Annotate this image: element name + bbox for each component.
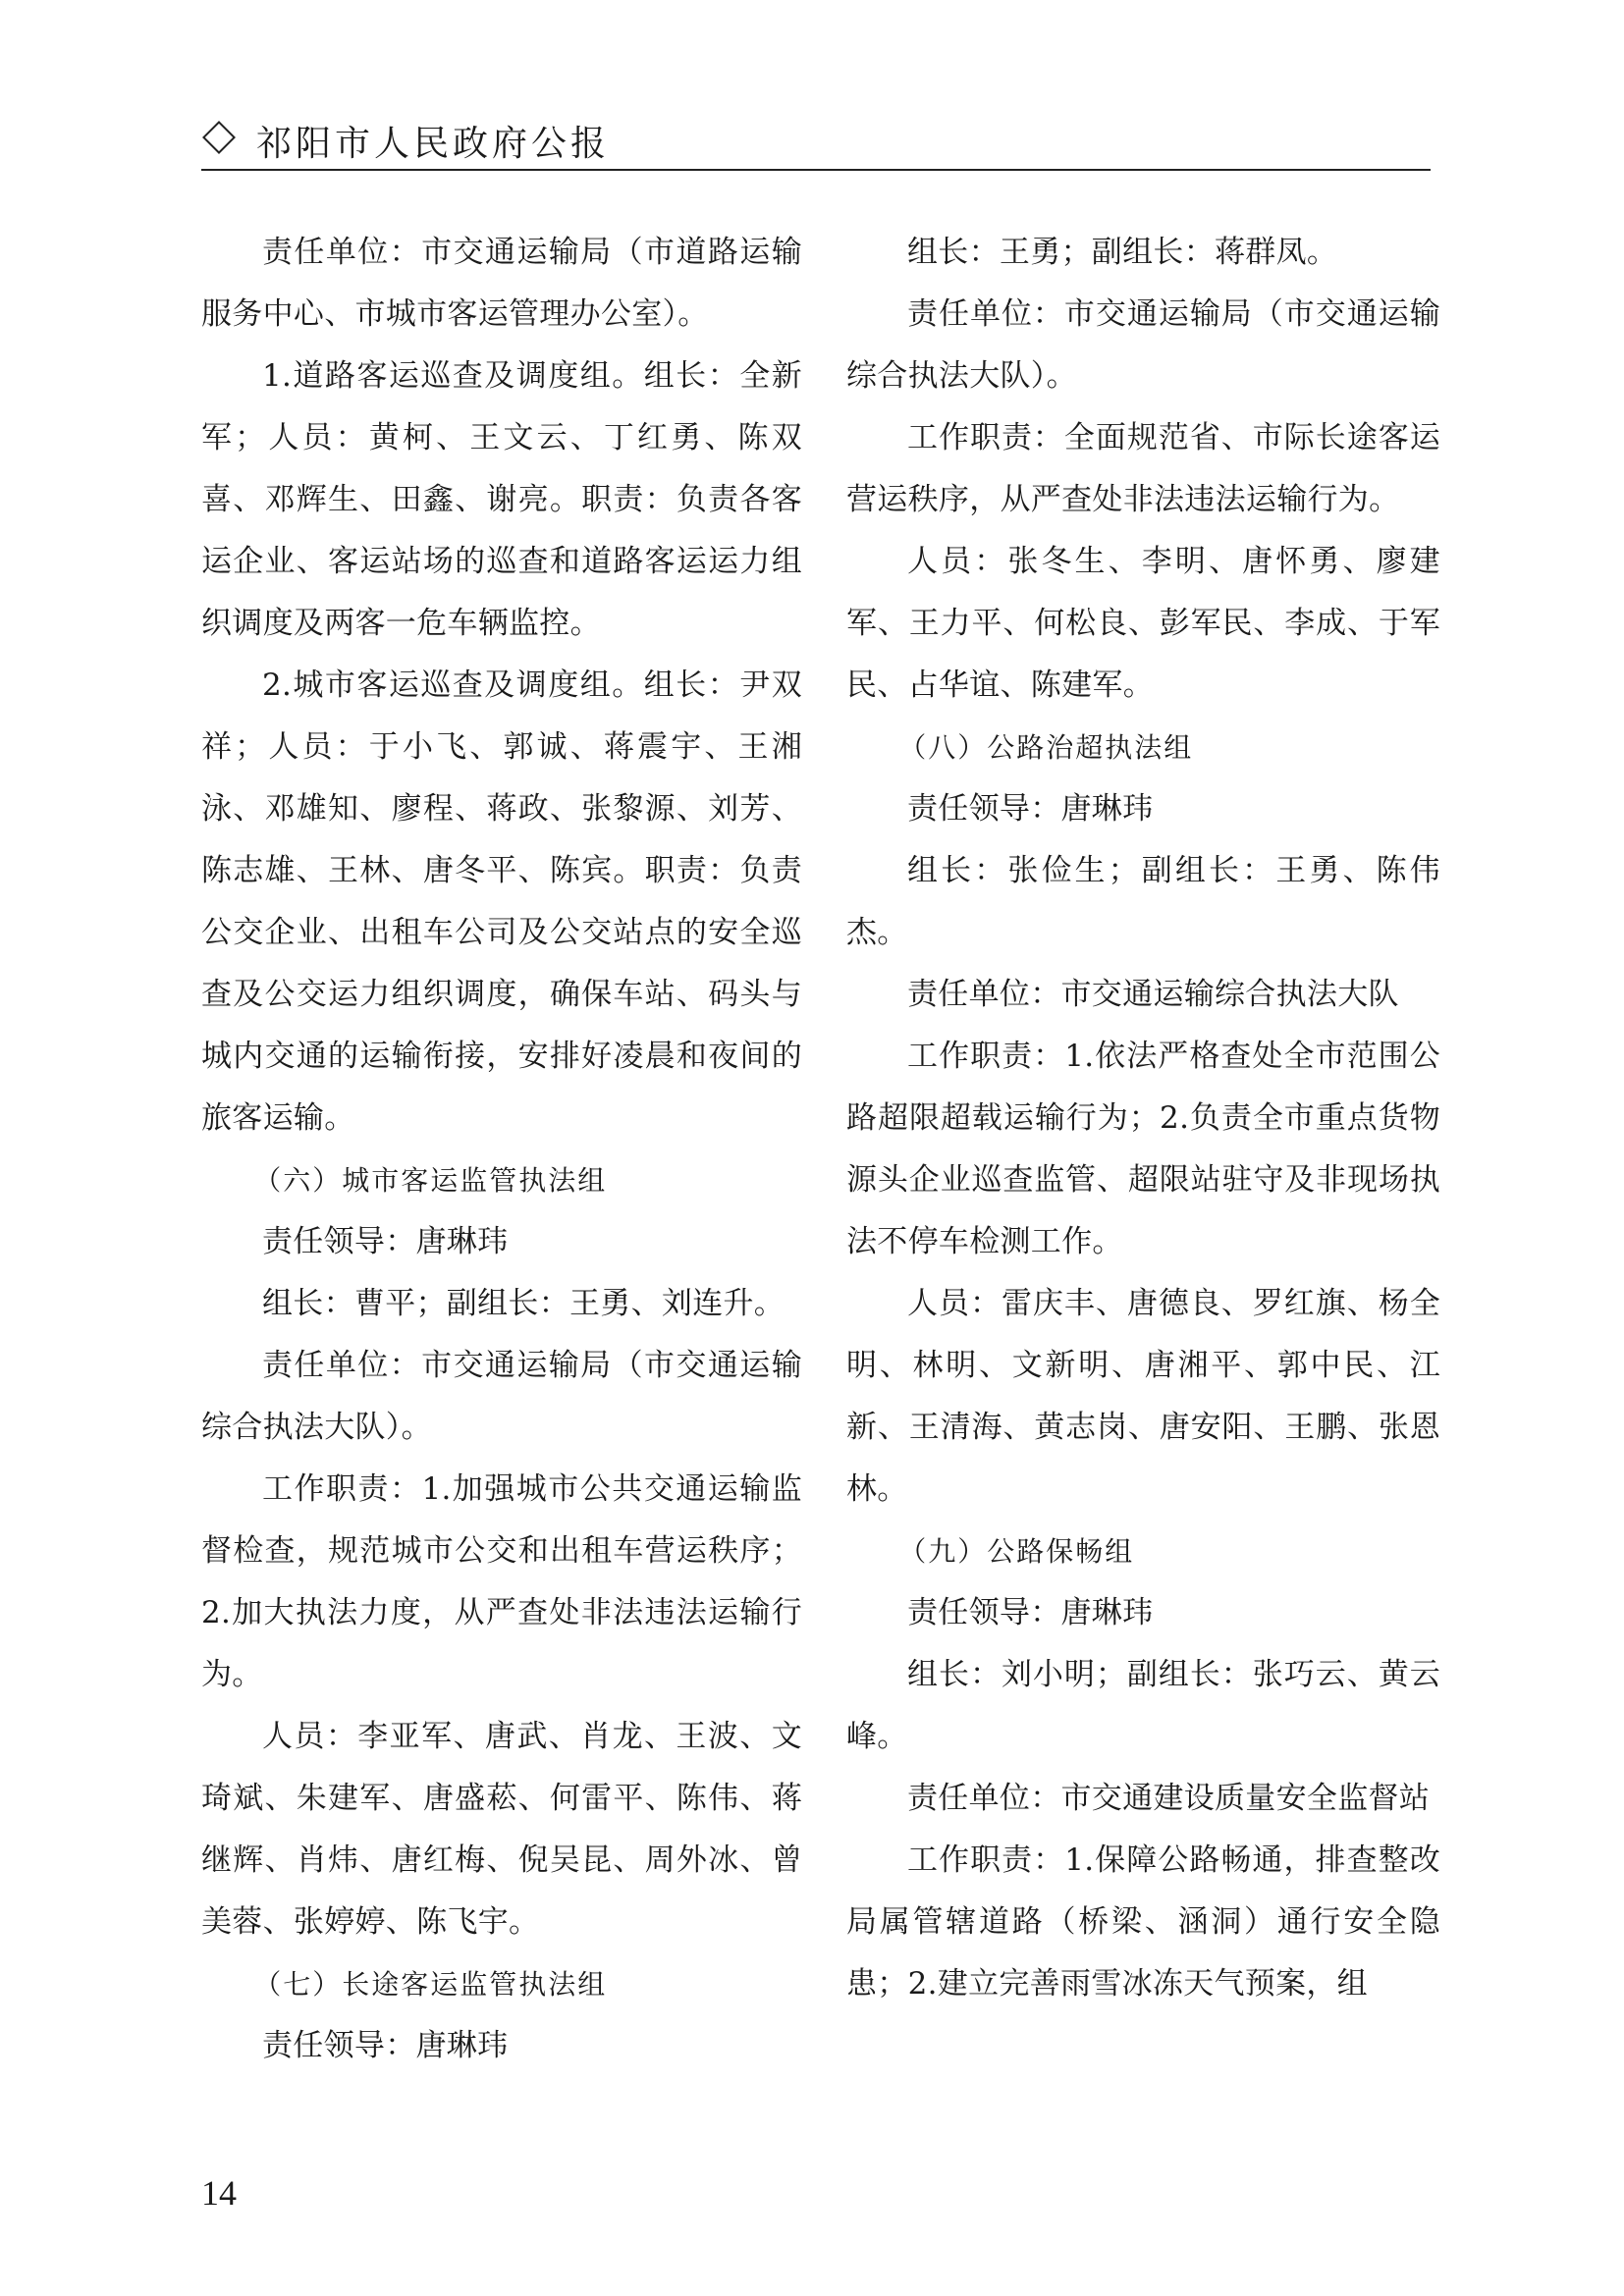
header-title: 祁阳市人民政府公报 [256, 124, 611, 164]
paragraph: 组长：曹平；副组长：王勇、刘连升。 [262, 1286, 785, 1321]
left-column [201, 222, 802, 2087]
right-column [846, 222, 1440, 2087]
paragraph: 2.城市客运巡查及调度组。组长：尹双祥；人员：于小飞、郭诚、蒋震宇、王湘泳、邓雄知、廖程、蒋政、张黎源、刘芳、陈志雄、王林、唐冬平、陈宾。职责：负责公交企业、出租车公司及公交站点的安全巡查及公交运力组织调度，确保车站、码头与城内交通的运输衔接，安排好凌晨和夜间的旅客运输。 [201, 667, 802, 1136]
page-number: 14 [201, 2173, 237, 2213]
page-header [201, 110, 1431, 171]
section-heading: （八）公路治超执法组 [898, 731, 1194, 764]
paragraph: 工作职责：全面规范省、市际长途客运营运秩序，从严查处非法违法运输行为。 [846, 420, 1440, 517]
paragraph: 人员：雷庆丰、唐德良、罗红旗、杨全明、林明、文新明、唐湘平、郭中民、江新、王清海、黄志岗、唐安阳、王鹏、张恩林。 [846, 1286, 1440, 1507]
paragraph: 工作职责：1.保障公路畅通，排查整改局属管辖道路（桥梁、涵洞）通行安全隐患；2.建立完善雨雪冰冻天气预案，组 [846, 1842, 1440, 2002]
section-heading: （六）城市客运监管执法组 [253, 1164, 608, 1197]
paragraph: 责任单位：市交通建设质量安全监督站 [907, 1781, 1431, 1816]
paragraph: 责任领导：唐琳玮 [262, 1224, 509, 1259]
paragraph: 责任单位：市交通运输综合执法大队 [907, 977, 1399, 1012]
paragraph: 责任单位：市交通运输局（市交通运输综合执法大队）。 [846, 296, 1440, 394]
paragraph: 人员：张冬生、李明、唐怀勇、廖建军、王力平、何松良、彭军民、李成、于军民、占华谊、陈建军。 [846, 544, 1440, 703]
paragraph: 责任领导：唐琳玮 [907, 1595, 1154, 1630]
paragraph: 组长：王勇；副组长：蒋群凤。 [907, 235, 1338, 270]
section-heading: （九）公路保畅组 [898, 1535, 1135, 1568]
paragraph: 人员：李亚军、唐武、肖龙、王波、文琦斌、朱建军、唐盛菘、何雷平、陈伟、蒋继辉、肖炜、唐红梅、倪吴昆、周外冰、曾美蓉、张婷婷、陈飞宇。 [201, 1719, 802, 1940]
paragraph: 工作职责：1.加强城市公共交通运输监督检查，规范城市公交和出租车营运秩序；2.加大执法力度，从严查处非法违法运输行为。 [201, 1471, 802, 1692]
paragraph: 1.道路客运巡查及调度组。组长：全新军；人员：黄柯、王文云、丁红勇、陈双喜、邓辉生、田鑫、谢亮。职责：负责各客运企业、客运站场的巡查和道路客运运力组织调度及两客一危车辆监控。 [201, 358, 802, 641]
paragraph: 责任单位：市交通运输局（市交通运输综合执法大队）。 [201, 1348, 802, 1445]
section-heading: （七）长途客运监管执法组 [253, 1968, 608, 2001]
paragraph: 组长：刘小明；副组长：张巧云、黄云峰。 [846, 1657, 1440, 1754]
paragraph: 责任领导：唐琳玮 [262, 2028, 509, 2063]
diamond-icon [202, 121, 236, 154]
paragraph: 责任单位：市交通运输局（市道路运输服务中心、市城市客运管理办公室）。 [201, 235, 802, 332]
paragraph: 工作职责：1.依法严格查处全市范围公路超限超载运输行为；2.负责全市重点货物源头企业巡查监管、超限站驻守及非现场执法不停车检测工作。 [846, 1039, 1440, 1259]
paragraph: 责任领导：唐琳玮 [907, 791, 1154, 827]
paragraph: 组长：张俭生；副组长：王勇、陈伟杰。 [846, 853, 1440, 950]
